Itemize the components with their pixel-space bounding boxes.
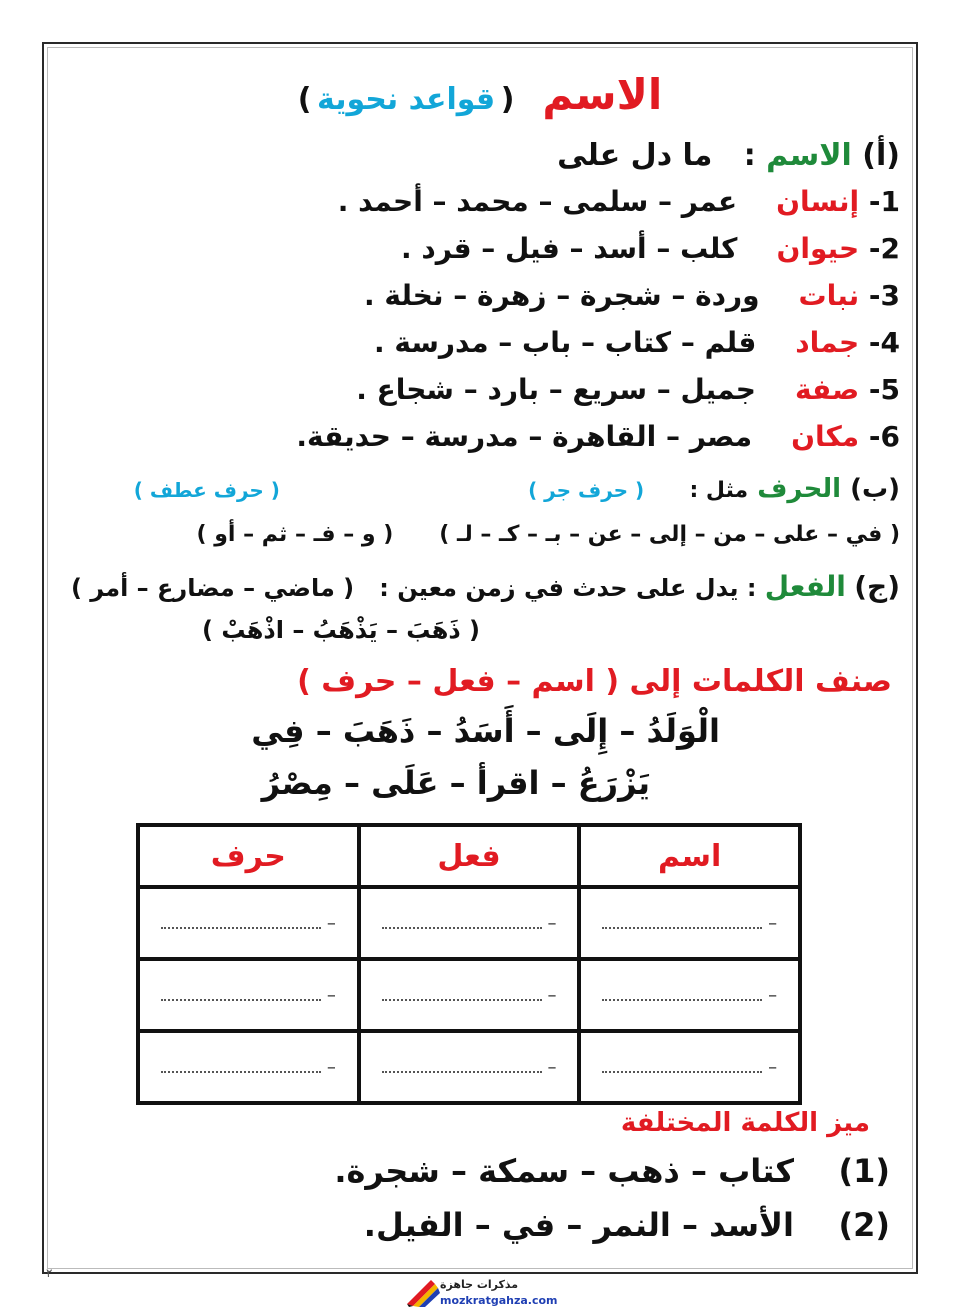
- answer-dots: [382, 1061, 542, 1073]
- item-number: 3-: [868, 279, 900, 312]
- page-number: ٢: [46, 1266, 53, 1280]
- answer-dots: [602, 989, 762, 1001]
- answer-cell[interactable]: –: [359, 887, 580, 959]
- answer-cell[interactable]: –: [579, 887, 800, 959]
- odd-one-number: (2): [838, 1206, 890, 1244]
- odd-one-instruction-row: [60, 1108, 870, 1138]
- section-a-header: [60, 138, 900, 173]
- section-a-item-3: [60, 279, 900, 312]
- brand-name: مذكرات جاهزة: [440, 1278, 519, 1291]
- odd-one-number: (1): [838, 1152, 890, 1190]
- section-c-examples-row: [60, 616, 480, 644]
- section-b-lists: [60, 522, 900, 547]
- brand-logo-icon: [405, 1276, 445, 1308]
- section-b-header: [60, 474, 900, 504]
- section-b-jar-list: ( في – على – من – إلى – عن – بـ – كـ – لـ ): [439, 522, 900, 547]
- header-fil: فعل: [359, 825, 580, 887]
- section-c-label: (ج): [854, 570, 900, 603]
- header-ism: اسم: [579, 825, 800, 887]
- item-examples: قلم – كتاب – باب – مدرسة .: [374, 326, 757, 359]
- section-a-item-6: [60, 420, 900, 453]
- title-main: الاسم: [542, 70, 663, 119]
- section-a-colon: :: [743, 138, 756, 173]
- title-subtitle: قواعد نحوية: [317, 82, 496, 117]
- section-c-examples: ( ذَهَبَ – يَذْهَبُ – اذْهَبْ ): [202, 616, 480, 644]
- answer-cell[interactable]: –: [579, 959, 800, 1031]
- classify-table: [136, 823, 802, 1105]
- table-row: [138, 959, 800, 1031]
- item-category: نبات: [798, 279, 860, 312]
- answer-cell[interactable]: –: [138, 1031, 359, 1103]
- header-harf: حرف: [138, 825, 359, 887]
- answer-dots: [382, 917, 542, 929]
- section-b-intro: مثل :: [689, 478, 749, 503]
- item-number: 2-: [868, 232, 900, 265]
- odd-one-text: كتاب – ذهب – سمكة – شجرة.: [334, 1152, 794, 1190]
- classify-instruction: صنف الكلمات إلى: [629, 664, 892, 699]
- page-title: [0, 70, 960, 119]
- odd-one-instruction: ميز الكلمة المختلفة: [620, 1108, 870, 1138]
- section-a-item-4: [60, 326, 900, 359]
- item-examples: جميل – سريع – بارد – شجاع .: [356, 373, 756, 406]
- table-row: [138, 887, 800, 959]
- title-close-paren: ): [297, 82, 312, 117]
- answer-cell[interactable]: –: [579, 1031, 800, 1103]
- item-number: 4-: [868, 326, 900, 359]
- title-open-paren: (: [500, 82, 515, 117]
- item-examples: وردة – شجرة – زهرة – نخلة .: [364, 279, 760, 312]
- item-number: 5-: [868, 373, 900, 406]
- classify-table-header-row: [138, 825, 800, 887]
- odd-one-item-2: [60, 1206, 890, 1244]
- section-c-tenses: ( ماضي – مضارع – أمر ): [70, 574, 355, 602]
- answer-cell[interactable]: –: [359, 959, 580, 1031]
- section-b-label: (ب): [850, 474, 900, 504]
- section-a-definition: ما دل على: [557, 138, 713, 173]
- classify-words-line-2: [60, 764, 650, 802]
- section-b-jar-label: ( حرف جر ): [528, 478, 645, 502]
- item-category: حيوان: [776, 232, 860, 265]
- item-number: 1-: [868, 185, 900, 218]
- section-c-keyword: الفعل: [764, 570, 846, 603]
- answer-dots: [161, 917, 321, 929]
- odd-one-item-1: [60, 1152, 890, 1190]
- item-category: إنسان: [776, 185, 860, 218]
- section-a-item-2: [60, 232, 900, 265]
- answer-dots: [602, 1061, 762, 1073]
- section-a-item-5: [60, 373, 900, 406]
- section-a-label: (أ): [862, 138, 900, 173]
- item-examples: عمر – سلمى – محمد – أحمد .: [337, 185, 738, 218]
- classify-words-2: يَزْرَعُ – اقرأ – عَلَى – مِصْرُ: [261, 764, 650, 802]
- section-a-keyword: الاسم: [766, 138, 852, 173]
- item-number: 6-: [868, 420, 900, 453]
- section-c-definition: : يدل على حدث في زمن معين :: [379, 574, 757, 602]
- answer-cell[interactable]: –: [359, 1031, 580, 1103]
- section-a-item-1: [60, 185, 900, 218]
- classify-words-1: الْوَلَدُ – إِلَى – أَسَدُ – ذَهَبَ – فِي: [251, 712, 720, 750]
- section-b-keyword: الحرف: [757, 474, 842, 504]
- answer-cell[interactable]: –: [138, 959, 359, 1031]
- answer-dots: [161, 1061, 321, 1073]
- item-category: مكان: [791, 420, 860, 453]
- classify-categories: ( اسم – فعل – حرف ): [297, 664, 620, 699]
- classify-instruction-row: [60, 664, 892, 699]
- item-category: جماد: [795, 326, 860, 359]
- section-b-atf-label: ( حرف عطف ): [133, 478, 280, 502]
- item-category: صفة: [794, 373, 860, 406]
- table-row: [138, 1031, 800, 1103]
- item-examples: كلب – أسد – فيل – قرد .: [401, 232, 738, 265]
- section-c-header: [60, 570, 900, 603]
- item-examples: مصر – القاهرة – مدرسة – حديقة.: [296, 420, 753, 453]
- brand-url[interactable]: mozkratgahza.com: [440, 1294, 558, 1307]
- answer-dots: [602, 917, 762, 929]
- answer-dots: [382, 989, 542, 1001]
- section-b-atf-list: ( و – فـ – ثم – أو ): [196, 522, 394, 547]
- classify-words-line-1: [60, 712, 720, 750]
- answer-cell[interactable]: –: [138, 887, 359, 959]
- odd-one-text: الأسد – النمر – في – الفيل.: [363, 1206, 794, 1244]
- answer-dots: [161, 989, 321, 1001]
